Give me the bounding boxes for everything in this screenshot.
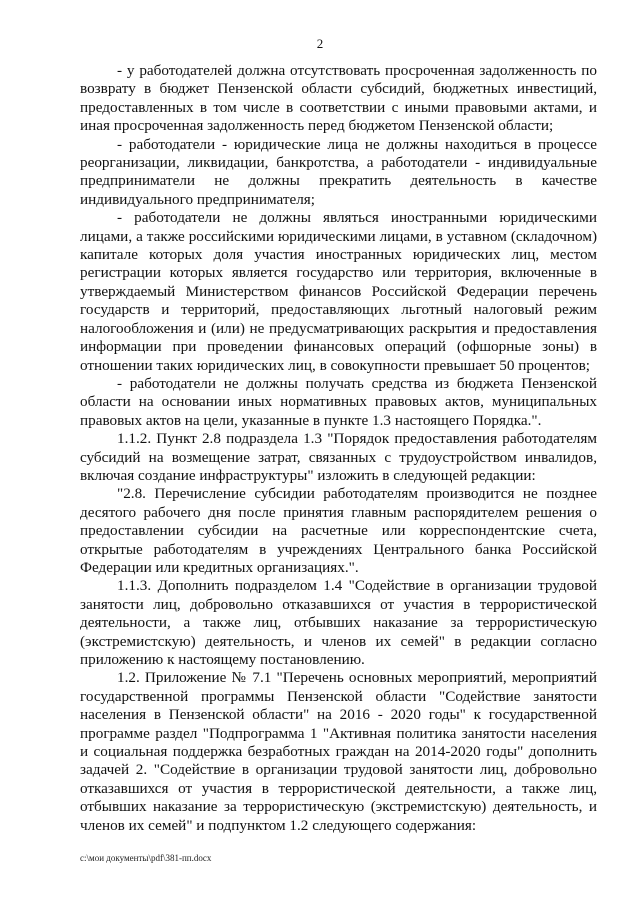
footer-file-path: c:\мои документы\pdf\381-пп.docx: [80, 853, 212, 863]
paragraph: - работодатели - юридические лица не должны находиться в процессе реорганизации, ликвидации, банкротства, а работодатели - индивидуальные предприниматели не должны прекратить деятельность в качестве индивидуального предпринимателя;: [80, 135, 597, 208]
paragraph: "2.8. Перечисление субсидии работодателям производится не позднее десятого рабочего дня после принятия главным распорядителем решения о предоставлении субсидии на расчетные или корреспондентские счета, открытые работодателям в учреждениях Центрального банка Российской Федерации или кредитных организациях.".: [80, 485, 597, 576]
paragraph: 1.1.3. Дополнить подразделом 1.4 "Содействие в организации трудовой занятости лиц, добровольно отказавшихся от участия в террористической деятельности, а также лиц, отбывших наказание за террористическую (экстремистскую) деятельность, и членов их семей" в редакции согласно приложению к настоящему постановлению.: [80, 577, 597, 668]
paragraph: 1.2. Приложение № 7.1 "Перечень основных мероприятий, мероприятий государственной программы Пензенской области "Содействие занятости населения в Пензенской области" на 2016 - 2020 годы" к государственной программе раздел "Подпрограмма 1 "Активная политика занятости населения и социальная поддержка безработных граждан на 2014-2020 годы" дополнить задачей 2. "Содействие в организации трудовой занятости лиц, добровольно отказавшихся от участия в террористической деятельности, а также лиц, отбывших наказание за террористическую (экстремистскую) деятельность, и членов их семей" и подпунктом 1.2 следующего содержания:: [80, 669, 597, 834]
paragraph: - у работодателей должна отсутствовать просроченная задолженность по возврату в бюджет Пензенской области субсидий, бюджетных инвестиций, предоставленных в том числе в соответствии с иными правовыми актами, и иная просроченная задолженность перед бюджетом Пензенской области;: [80, 62, 597, 135]
page-number: 2: [316, 36, 324, 51]
paragraph: - работодатели не должны получать средства из бюджета Пензенской области на основании иных нормативных правовых актов, муниципальных правовых актов на цели, указанные в пункте 1.3 настоящего Порядка.".: [80, 374, 597, 429]
document-body: [80, 62, 597, 835]
paragraph: - работодатели не должны являться иностранными юридическими лицами, а также российскими юридическими лицами, в уставном (складочном) капитале которых доля участия иностранных юридических лиц, местом регистрации которых является государство или территория, включенные в утверждаемый Министерством финансов Российской Федерации перечень государств и территорий, предоставляющих льготный налоговый режим налогообложения и (или) не предусматривающих раскрытия и предоставления информации при проведении финансовых операций (офшорные зоны) в отношении таких юридических лиц, в совокупности превышает 50 процентов;: [80, 209, 597, 374]
paragraph: 1.1.2. Пункт 2.8 подраздела 1.3 "Порядок предоставления работодателям субсидий на возмещение затрат, связанных с трудоустройством инвалидов, включая создание инфраструктуры" изложить в следующей редакции:: [80, 430, 597, 484]
